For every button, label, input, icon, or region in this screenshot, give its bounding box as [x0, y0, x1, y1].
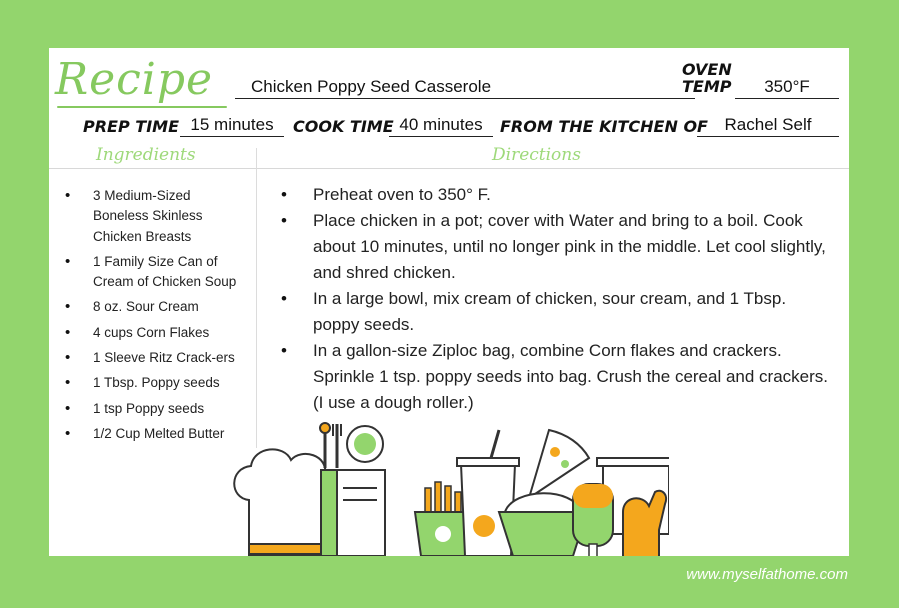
- recipe-name-field: Chicken Poppy Seed Casserole: [235, 76, 695, 99]
- recipe-card: [49, 48, 849, 556]
- oven-temp-field: 350°F: [735, 76, 839, 99]
- website-url: www.myselfathome.com: [686, 566, 848, 583]
- ingredients-title: Ingredients: [96, 145, 196, 165]
- cook-time-field: 40 minutes: [389, 114, 493, 137]
- directions-title: Directions: [492, 145, 581, 165]
- direction-step: • In a large bowl, mix cream of chicken, sour cream, and 1 Tbsp. poppy seeds.: [267, 286, 837, 338]
- oven-mitt-icon: [623, 491, 666, 556]
- oven-temp-label: [682, 61, 732, 95]
- from-kitchen-label: FROM THE KITCHEN OF: [500, 117, 708, 136]
- cook-time-label: COOK TIME: [293, 117, 394, 136]
- direction-step: • Place chicken in a pot; cover with Water and bring to a boil. Cook about 10 minutes, until no longer pink in the middle. Let cool slightly, and shred chicken.: [267, 208, 837, 286]
- prep-time-field: 15 minutes: [180, 114, 284, 137]
- ingredient-item: • 1/2 Cup Melted Butter: [49, 424, 249, 444]
- recipe-book-icon: [321, 470, 385, 556]
- cutlery-icon: [320, 423, 341, 468]
- direction-step: • In a gallon-size Ziploc bag, combine Corn flakes and crackers. Sprinkle 1 tsp. poppy seeds into bag. Crush the cereal and crackers. (I use a dough roller.): [267, 338, 837, 416]
- section-divider: [49, 168, 849, 169]
- column-divider: [256, 148, 257, 448]
- ingredients-list: [49, 186, 249, 449]
- plate-icon: [347, 426, 383, 462]
- from-kitchen-field: Rachel Self: [697, 114, 839, 137]
- ingredient-item: • 1 Sleeve Ritz Crack-ers: [49, 348, 249, 368]
- chef-hat-icon: [234, 449, 334, 556]
- kitchen-illustration: [229, 408, 669, 556]
- ingredient-item: • 1 Family Size Can of Cream of Chicken Soup: [49, 252, 249, 293]
- ingredient-item: • 1 Tbsp. Poppy seeds: [49, 373, 249, 393]
- ingredient-item: • 3 Medium-Sized Boneless Skinless Chicken Breasts: [49, 186, 249, 247]
- ingredient-item: • 8 oz. Sour Cream: [49, 297, 249, 317]
- directions-list: [267, 182, 837, 416]
- ingredient-item: • 1 tsp Poppy seeds: [49, 399, 249, 419]
- direction-step: • Preheat oven to 350° F.: [267, 182, 837, 208]
- prep-time-label: PREP TIME: [83, 117, 179, 136]
- logo-underline: [57, 106, 227, 108]
- popsicle-icon: [573, 484, 613, 556]
- oven-label-top: OVEN: [682, 60, 732, 79]
- oven-label-bottom: TEMP: [682, 77, 732, 96]
- recipe-logo: Recipe: [55, 54, 214, 105]
- ingredient-item: • 4 cups Corn Flakes: [49, 323, 249, 343]
